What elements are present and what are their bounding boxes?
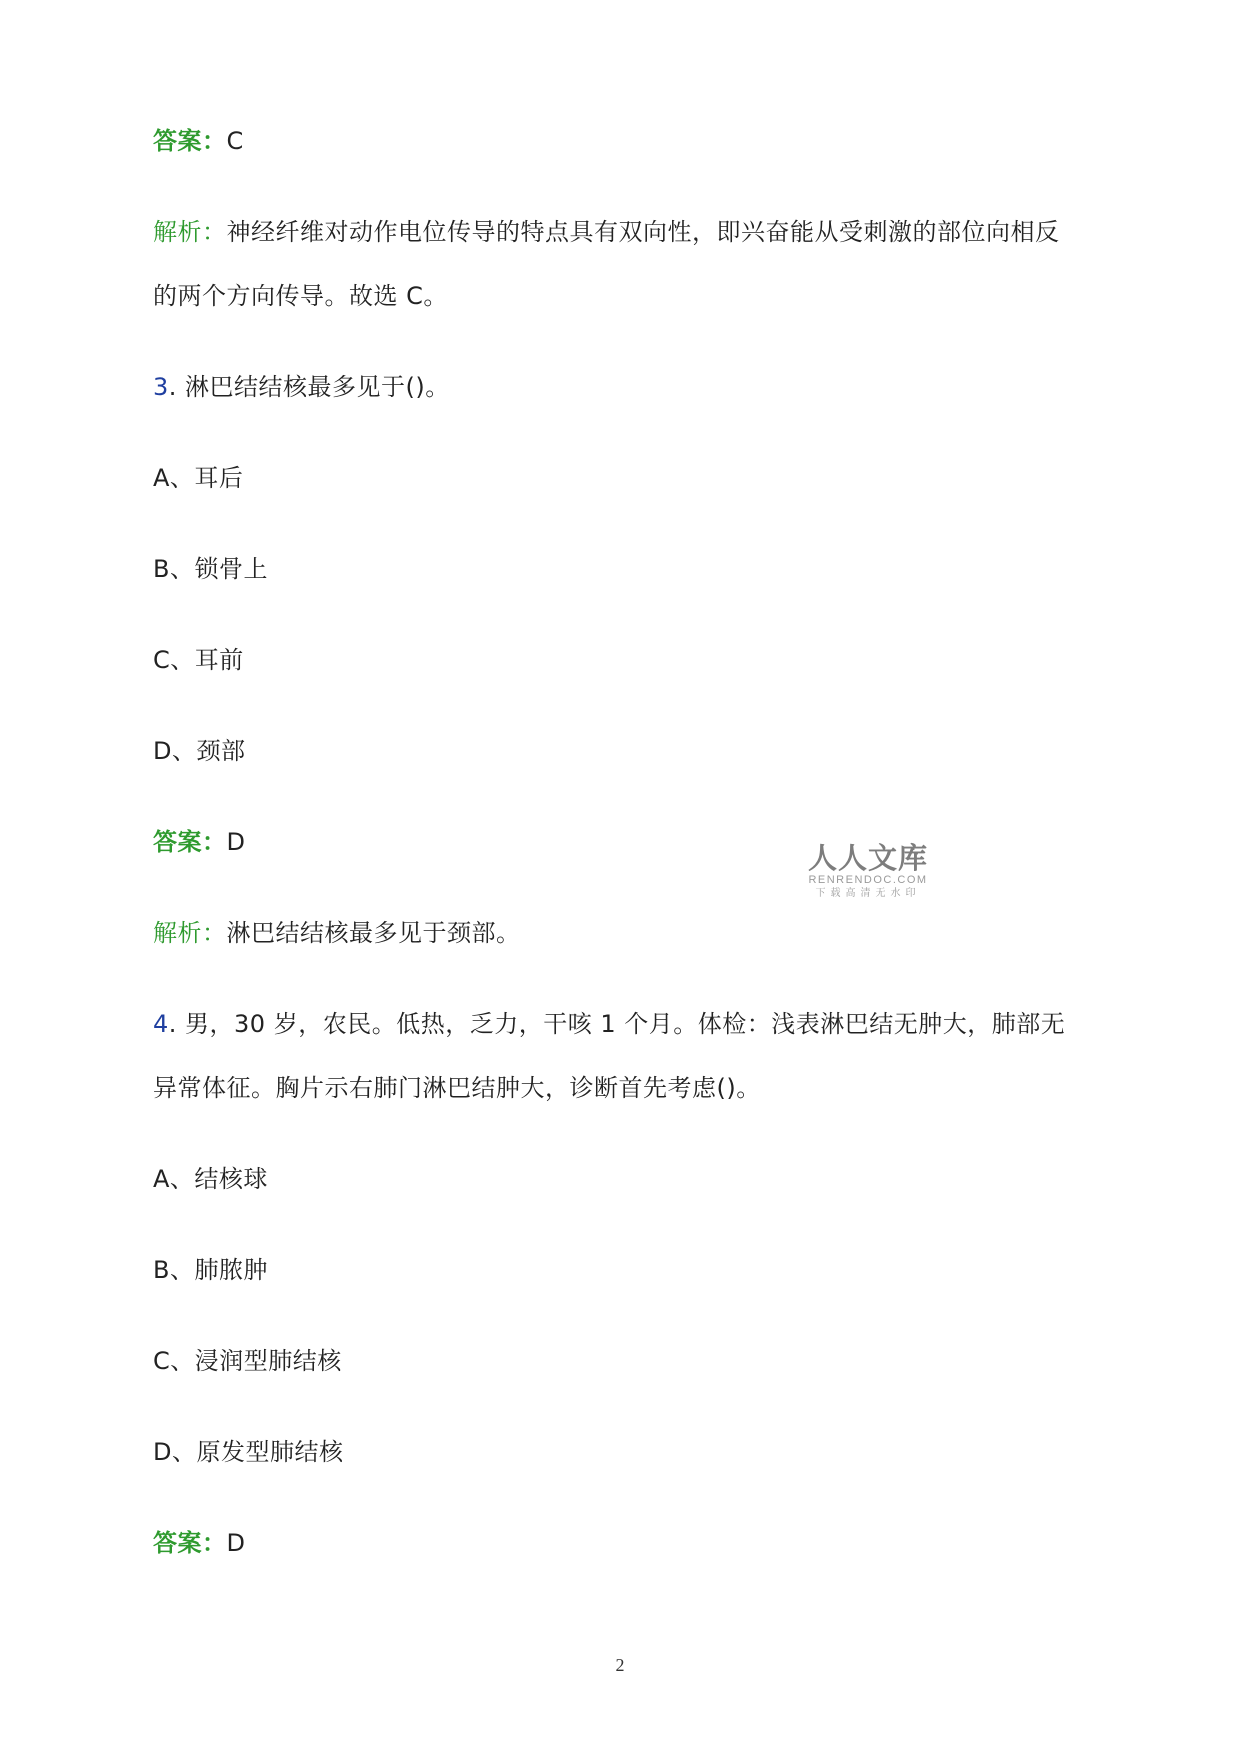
analysis-text: 神经纤维对动作电位传导的特点具有双向性，即兴奋能从受刺激的部位向相反 xyxy=(226,218,1060,246)
answer-label: 答案： xyxy=(153,127,227,155)
watermark-domain: RENRENDOC.COM xyxy=(808,874,928,886)
watermark-slogan: 下载高清无水印 xyxy=(815,888,921,899)
analysis-line-q3 xyxy=(153,917,521,949)
option-text: B、锁骨上 xyxy=(153,555,268,583)
answer-value: C xyxy=(226,127,244,155)
analysis-continuation-q2 xyxy=(153,280,448,312)
analysis-line-q2 xyxy=(153,216,1060,248)
watermark-logo xyxy=(805,842,931,900)
option-text: A、耳后 xyxy=(153,464,244,492)
option-text: C、耳前 xyxy=(153,646,244,674)
answer-line-q3 xyxy=(153,826,245,858)
question-text: . 淋巴结结核最多见于()。 xyxy=(168,373,450,401)
option-b-q3 xyxy=(153,553,268,585)
analysis-text: 的两个方向传导。故选 C。 xyxy=(153,282,448,310)
option-text: A、结核球 xyxy=(153,1165,268,1193)
option-text: B、肺脓肿 xyxy=(153,1256,268,1284)
analysis-label: 解析： xyxy=(153,919,227,947)
option-c-q4 xyxy=(153,1345,342,1377)
question-text: . 男，30 岁，农民。低热，乏力，干咳 1 个月。体检：浅表淋巴结无肿大，肺部无 xyxy=(168,1010,1066,1038)
question-number: 3 xyxy=(153,373,169,401)
option-c-q3 xyxy=(153,644,244,676)
option-text: C、浸润型肺结核 xyxy=(153,1347,342,1375)
question-4 xyxy=(153,1008,1065,1040)
option-a-q3 xyxy=(153,462,243,494)
question-text: 异常体征。胸片示右肺门淋巴结肿大，诊断首先考虑()。 xyxy=(153,1074,761,1102)
answer-line-q2 xyxy=(153,125,244,157)
watermark-title: 人人文库 xyxy=(807,841,928,875)
option-text: D、原发型肺结核 xyxy=(153,1438,344,1466)
analysis-text: 淋巴结结核最多见于颈部。 xyxy=(226,919,521,947)
analysis-label: 解析： xyxy=(153,218,227,246)
question-3 xyxy=(153,371,450,403)
option-b-q4 xyxy=(153,1254,268,1286)
answer-label: 答案： xyxy=(153,1529,227,1557)
option-d-q4 xyxy=(153,1436,343,1468)
answer-line-q4 xyxy=(153,1527,245,1559)
page-number: 2 xyxy=(615,1655,625,1675)
answer-value: D xyxy=(226,828,246,856)
question-4-continuation xyxy=(153,1072,761,1104)
question-number: 4 xyxy=(153,1010,169,1038)
answer-value: D xyxy=(226,1529,246,1557)
option-a-q4 xyxy=(153,1163,268,1195)
option-text: D、颈部 xyxy=(153,737,246,765)
option-d-q3 xyxy=(153,735,245,767)
answer-label: 答案： xyxy=(153,828,227,856)
